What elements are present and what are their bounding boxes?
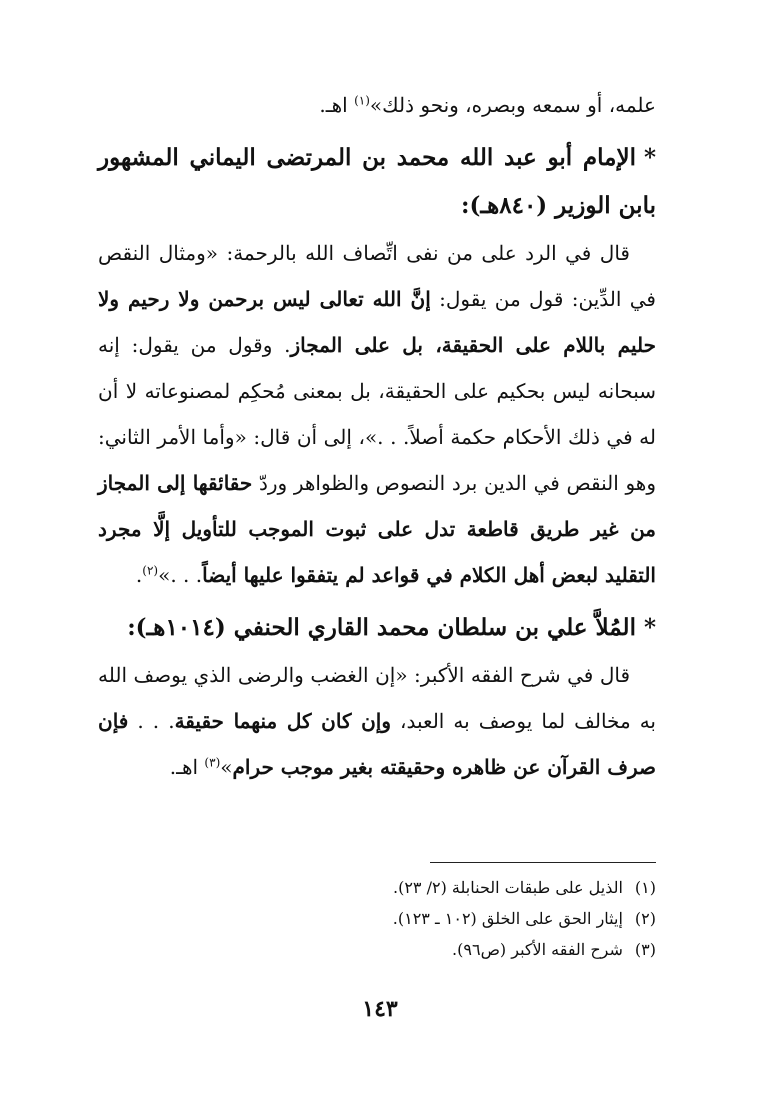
footnote-text: إيثار الحق على الخلق (١٠٢ ـ ١٢٣).	[392, 909, 623, 928]
footnote-1	[98, 872, 656, 903]
quote-bold: وإن كان كل منهما حقيقة	[174, 709, 392, 733]
quote-mid: . . .	[128, 709, 175, 733]
main-text	[98, 82, 656, 790]
footnote-number: (٣)	[634, 940, 656, 959]
star-marker: *	[643, 144, 656, 171]
heading-text: المُلاَّ علي بن سلطان محمد القاري الحنفي (١٠١٤هـ):	[127, 614, 636, 641]
quote-bold: إنَّ الله تعالى ليس برحمن ولا رحيم ولا حليم باللام على الحقيقة، بل على المجاز	[98, 287, 656, 357]
footnote-separator	[430, 862, 656, 863]
star-marker: *	[643, 614, 656, 641]
footnote-2	[98, 903, 656, 934]
page-number: ١٤٣	[362, 996, 398, 1022]
section-heading-al-qari	[98, 604, 656, 652]
quote-text: قال في الرد على من نفى اتِّصاف الله بالرحمة: «ومثال النقص في الدِّين: قول من يقول:	[98, 241, 656, 311]
footnote-ref-3: (٣)	[204, 755, 221, 770]
quote-end: »	[220, 755, 233, 779]
footnote-text: الذيل على طبقات الحنابلة (٢/ ٢٣).	[392, 878, 623, 897]
continuation-text: علمه، أو سمعه وبصره، ونحو ذلك»	[369, 93, 656, 117]
heading-text: الإمام أبو عبد الله محمد بن المرتضى اليماني المشهور بابن الوزير (٨٤٠هـ):	[98, 144, 656, 219]
quote-bold-2: فإن صرف القرآن عن ظاهره وحقيقته بغير موجب حرام	[98, 709, 656, 779]
quote-text-continued: . وقول من يقول: إنه سبحانه ليس بحكيم على الحقيقة، بل بمعنى مُحكِم لمصنوعاته لا أن له في ذلك الأحكام حكمة أصلاً. . .»، إلى أن قال: «وأما الأمر الثاني: وهو النقص في الدين برد النصوص والظواهر وردّ	[98, 333, 656, 495]
footnote-3	[98, 934, 656, 965]
quote-bold-2: حقائقها إلى المجاز من غير طريق قاطعة تدل على ثبوت الموجب للتأويل إلَّا مجرد التقليد لبعض أهل الكلام في قواعد لم يتفقوا عليها أيضاً	[98, 471, 656, 587]
quote-tail: .	[135, 563, 143, 587]
continuation-paragraph	[98, 82, 656, 128]
section-heading-ibn-al-wazir	[98, 134, 656, 230]
footnote-text: شرح الفقه الأكبر (ص٩٦).	[452, 940, 623, 959]
footnote-number: (١)	[634, 878, 656, 897]
quote-paragraph-al-qari	[98, 652, 656, 790]
footnotes	[98, 872, 656, 965]
quote-end: . . .»	[158, 563, 203, 587]
quote-tail: اهـ.	[169, 755, 205, 779]
footnote-ref-1: (١)	[354, 93, 370, 108]
continuation-tail: اهـ.	[319, 93, 355, 117]
footnote-ref-2: (٢)	[142, 563, 159, 578]
quote-text: قال في شرح الفقه الأكبر: «إن الغضب والرضى الذي يوصف الله به مخالف لما يوصف به العبد،	[98, 663, 656, 733]
quote-paragraph-ibn-al-wazir	[98, 230, 656, 598]
footnote-number: (٢)	[634, 909, 656, 928]
